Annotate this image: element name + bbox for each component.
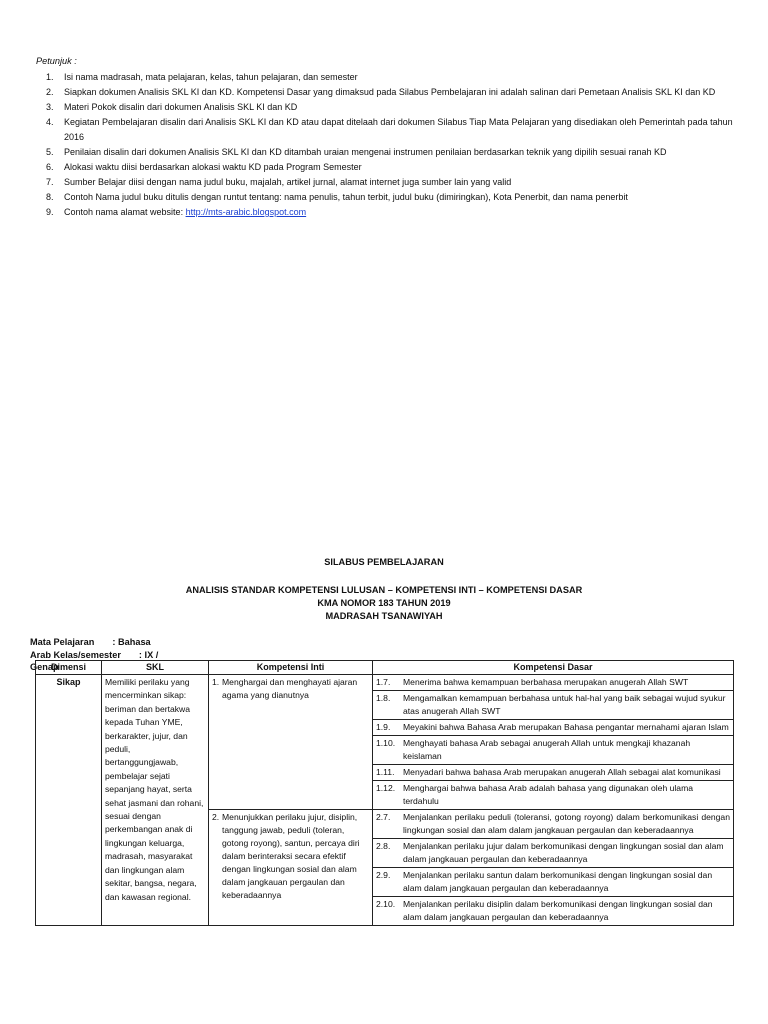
mapel-value: : Bahasa	[112, 637, 151, 647]
kd-number: 1.11.	[376, 767, 395, 777]
ki2-cell	[209, 810, 373, 926]
instruction-number: 6.	[46, 162, 54, 172]
instruction-list	[36, 70, 736, 220]
kd-cell	[373, 839, 734, 868]
ki1-item	[212, 676, 369, 702]
kd-number: 1.9.	[376, 722, 391, 732]
instruction-item	[36, 70, 736, 85]
instruction-number: 7.	[46, 177, 54, 187]
ki1-text: Menghargai dan menghayati ajaran agama yang dianutnya	[222, 677, 358, 700]
instruction-number: 8.	[46, 192, 54, 202]
table-header-row	[36, 661, 734, 675]
instruction-text: Siapkan dokumen Analisis SKL KI dan KD. Kompetensi Dasar yang dimaksud pada Silabus Pembelajaran ini adalah salinan dari Pemetaan Analisis SKL KI dan KD	[64, 87, 716, 97]
genap-label: Genap	[30, 662, 59, 672]
table-row	[36, 675, 734, 691]
ki2-text: Menunjukkan perilaku jujur, disiplin, tanggung jawab, peduli (toleran, gotong royong), santun, percaya diri dalam berinteraksi secara efektif dengan lingkungan sosial dan alam dalam jangkauan pergaulan dan keberadaannya	[222, 812, 360, 900]
kd-text: Menjalankan perilaku disiplin dalam berkomunikasi dengan lingkungan sosial dan alam dalam jangkauan pergaulan dan keberadaannya	[403, 899, 713, 922]
kd-number: 1.10.	[376, 738, 396, 748]
kd-number: 1.12.	[376, 783, 396, 793]
header-ki: Kompetensi Inti	[209, 661, 373, 675]
instruction-item	[36, 100, 736, 115]
petunjuk-label: Petunjuk :	[36, 56, 77, 66]
instruction-text: Alokasi waktu diisi berdasarkan alokasi waktu KD pada Program Semester	[64, 162, 362, 172]
kd-text: Menyadari bahwa bahasa Arab merupakan anugerah Allah sebagai alat komunikasi	[403, 767, 721, 777]
instruction-text: Kegiatan Pembelajaran disalin dari Analisis SKL KI dan KD atau dapat ditelaah dari dokumen Silabus Tiap Mata Pelajaran yang disediakan oleh Pemerintah pada tahun 2016	[64, 117, 733, 142]
instruction-item	[36, 115, 736, 145]
kd-cell	[373, 781, 734, 810]
kd-cell	[373, 720, 734, 736]
instruction-number: 9.	[46, 207, 54, 217]
silabus-title: SILABUS PEMBELAJARAN	[324, 557, 444, 567]
instruction-text: Materi Pokok disalin dari dokumen Analisis SKL KI dan KD	[64, 102, 298, 112]
kd-cell	[373, 868, 734, 897]
dimensi-cell: Sikap	[36, 675, 102, 926]
kelas-value: : IX /	[138, 650, 159, 660]
kelas-line	[30, 650, 158, 660]
instruction-item	[36, 175, 736, 190]
kd-number: 1.8.	[376, 693, 391, 703]
kma-title: KMA NOMOR 183 TAHUN 2019	[317, 598, 451, 608]
kd-text: Menjalankan perilaku santun dalam berkomunikasi dengan lingkungan sosial dan alam dalam jangkauan pergaulan dan keberadaannya	[403, 870, 713, 893]
kd-text: Menerima bahwa kemampuan berbahasa merupakan anugerah Allah SWT	[403, 677, 689, 687]
kd-text: Meyakini bahwa Bahasa Arab merupakan Bahasa pengantar mernahami ajaran Islam	[403, 722, 729, 732]
skl-cell: Memiliki perilaku yang mencerminkan sikap: beriman dan bertakwa kepada Tuhan YME, berkarakter, jujur, dan peduli, bertanggungjawab, pembelajar sejati sepanjang hayat, serta sehat jasmani dan rohani, sesuai dengan perkembangan anak di lingkungan keluarga, madrasah, masyarakat dan lingkungan alam sekitar, bangsa, negara, dan kawasan regional.	[102, 675, 209, 926]
silabus-table	[35, 660, 734, 926]
instruction-number: 5.	[46, 147, 54, 157]
kd-number: 2.10.	[376, 899, 396, 909]
kd-number: 1.7.	[376, 677, 391, 687]
analisis-title: ANALISIS STANDAR KOMPETENSI LULUSAN – KOMPETENSI INTI – KOMPETENSI DASAR	[185, 585, 583, 595]
mapel-label: Mata Pelajaran	[30, 637, 95, 647]
kd-text: Mengamalkan kemampuan berbahasa untuk hal-hal yang baik sebagai wujud syukur atas anugerah Allah SWT	[403, 693, 726, 716]
header-skl: SKL	[102, 661, 209, 675]
instruction-number: 2.	[46, 87, 54, 97]
website-link[interactable]: http://mts-arabic.blogspot.com	[185, 207, 307, 217]
madrasah-title: MADRASAH TSANAWIYAH	[325, 611, 443, 621]
kd-number: 2.8.	[376, 841, 391, 851]
kd-cell	[373, 897, 734, 926]
instruction-number: 1.	[46, 72, 54, 82]
kelas-label: Arab Kelas/semester	[30, 650, 121, 660]
ki1-number: 1.	[212, 677, 220, 687]
instruction-number: 3.	[46, 102, 54, 112]
kd-text: Menjalankan perilaku jujur dalam berkomunikasi dengan lingkungan sosial dan alam dalam jangkauan pergaulan dan keberadaannya	[403, 841, 724, 864]
kd-cell	[373, 675, 734, 691]
instruction-text: Penilaian disalin dari dokumen Analisis SKL KI dan KD ditambah uraian mengenai instrumen penilaian berdasarkan teknik yang dipilih sesuai ranah KD	[64, 147, 667, 157]
kd-text: Menjalankan perilaku peduli (toleransi, gotong royong) dalam berkomunikasi dengan lingkungan sosial dan alam dalam jangkauan pergaulan dan keberadaannya	[403, 812, 730, 835]
kd-number: 2.9.	[376, 870, 391, 880]
instruction-item	[36, 85, 736, 100]
kd-cell	[373, 765, 734, 781]
ki2-number: 2.	[212, 812, 220, 822]
kd-cell	[373, 736, 734, 765]
instruction-text: Contoh Nama judul buku ditulis dengan runtut tentang: nama penulis, tahun terbit, judul buku (dimiringkan), Kota Penerbit, dan nama penerbit	[64, 192, 628, 202]
instruction-text: Contoh nama alamat website:	[64, 207, 186, 217]
ki1-cell	[209, 675, 373, 810]
kd-text: Menghargai bahwa bahasa Arab adalah bahasa yang digunakan oleh ulama terdahulu	[403, 783, 694, 806]
instruction-text: Sumber Belajar diisi dengan nama judul buku, majalah, artikel jurnal, alamat internet juga sumber lain yang valid	[64, 177, 512, 187]
ki2-item	[212, 811, 369, 902]
kd-number: 2.7.	[376, 812, 391, 822]
instruction-item	[36, 190, 736, 205]
instruction-item	[36, 205, 736, 220]
instruction-text: Isi nama madrasah, mata pelajaran, kelas, tahun pelajaran, dan semester	[64, 72, 358, 82]
kd-cell	[373, 810, 734, 839]
kd-cell	[373, 691, 734, 720]
kd-text: Menghayati bahasa Arab sebagai anugerah Allah untuk mengkaji khazanah keislaman	[403, 738, 691, 761]
header-dimensi: Dimensi	[36, 661, 102, 675]
mapel-line	[30, 637, 151, 647]
header-kd: Kompetensi Dasar	[373, 661, 734, 675]
instruction-number: 4.	[46, 117, 54, 127]
instruction-item	[36, 160, 736, 175]
instruction-item	[36, 145, 736, 160]
